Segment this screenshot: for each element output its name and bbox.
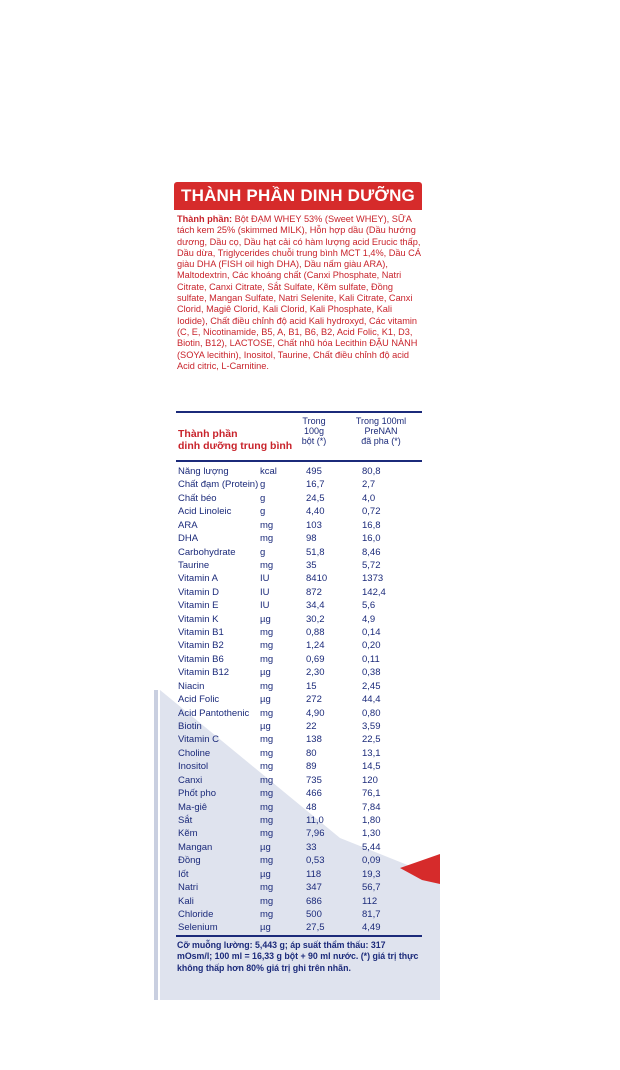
- value-per-100g: 2,30: [306, 667, 325, 679]
- value-per-100ml: 142,4: [362, 586, 386, 598]
- value-per-100g: 16,7: [306, 479, 325, 491]
- nutrient-name: Chất béo: [178, 492, 217, 504]
- nutrient-unit: g: [260, 492, 266, 504]
- table-row: [178, 827, 422, 840]
- nutrient-name: Choline: [178, 747, 211, 759]
- nutrient-unit: µg: [260, 721, 271, 733]
- value-per-100ml: 14,5: [362, 761, 381, 773]
- table-row: [178, 666, 422, 679]
- nutrient-name: Vitamin B12: [178, 667, 230, 679]
- nutrient-name: Sắt: [178, 814, 193, 826]
- value-per-100ml: 1373: [362, 573, 384, 585]
- nutrient-name: ARA: [178, 519, 198, 531]
- value-per-100ml: 4,49: [362, 922, 381, 934]
- nutrient-name: Ma-giê: [178, 801, 208, 813]
- nutrient-name: Taurine: [178, 559, 210, 571]
- nutrient-unit: mg: [260, 653, 274, 665]
- nutrient-unit: mg: [260, 680, 274, 692]
- value-per-100g: 48: [306, 801, 317, 813]
- value-per-100g: 0,69: [306, 653, 325, 665]
- table-row: [178, 572, 422, 585]
- header-main-line1: Thành phần: [178, 428, 238, 440]
- header-col2-line2: PreNAN: [364, 426, 398, 436]
- value-per-100ml: 0,20: [362, 640, 381, 652]
- value-per-100g: 0,88: [306, 627, 325, 639]
- value-per-100ml: 4,0: [362, 492, 376, 504]
- value-per-100g: 11,0: [306, 814, 324, 826]
- value-per-100ml: 1,80: [362, 814, 381, 826]
- table-row: [178, 921, 422, 934]
- nutrition-panel: [160, 178, 440, 1000]
- value-per-100g: 735: [306, 774, 322, 786]
- value-per-100g: 1,24: [306, 640, 325, 652]
- nutrient-unit: mg: [260, 559, 274, 571]
- table-row: [178, 599, 422, 612]
- panel-title: THÀNH PHẦN DINH DƯỠNG: [174, 182, 422, 210]
- value-per-100ml: 3,59: [362, 721, 381, 733]
- value-per-100g: 500: [306, 908, 322, 920]
- value-per-100g: 872: [306, 586, 322, 598]
- table-row: [178, 841, 422, 854]
- nutrient-unit: mg: [260, 533, 274, 545]
- nutrient-name: Natri: [178, 882, 199, 894]
- nutrient-unit: mg: [260, 640, 274, 652]
- value-per-100ml: 7,84: [362, 801, 381, 813]
- nutrient-unit: mg: [260, 801, 274, 813]
- nutrient-unit: mg: [260, 761, 274, 773]
- value-per-100ml: 0,72: [362, 506, 381, 518]
- value-per-100ml: 80,8: [362, 466, 381, 477]
- value-per-100g: 34,4: [306, 600, 325, 612]
- nutrient-unit: mg: [260, 814, 274, 826]
- nutrient-name: Vitamin A: [178, 573, 218, 585]
- nutrient-name: Vitamin E: [178, 600, 219, 612]
- value-per-100ml: 22,5: [362, 734, 381, 746]
- value-per-100g: 118: [306, 868, 322, 880]
- table-row: [178, 680, 422, 693]
- value-per-100ml: 16,8: [362, 519, 381, 531]
- value-per-100g: 138: [306, 734, 322, 746]
- nutrient-unit: µg: [260, 613, 271, 625]
- nutrient-name: Acid Folic: [178, 694, 220, 706]
- table-row: [178, 505, 422, 518]
- table-row: [178, 760, 422, 773]
- nutrient-unit: mg: [260, 788, 274, 800]
- value-per-100ml: 112: [362, 895, 378, 907]
- value-per-100g: 98: [306, 533, 317, 545]
- nutrient-name: Phốt pho: [178, 788, 217, 800]
- value-per-100g: 8410: [306, 573, 328, 585]
- table-row: [178, 492, 422, 505]
- value-per-100g: 466: [306, 788, 322, 800]
- value-per-100ml: 2,45: [362, 680, 381, 692]
- value-per-100ml: 2,7: [362, 479, 376, 491]
- nutrient-name: Niacin: [178, 680, 205, 692]
- value-per-100g: 4,90: [306, 707, 325, 719]
- nutrient-unit: mg: [260, 519, 274, 531]
- nutrient-unit: µg: [260, 841, 271, 853]
- value-per-100ml: 0,14: [362, 627, 381, 639]
- nutrient-unit: kcal: [260, 466, 277, 477]
- table-row: [178, 465, 422, 478]
- nutrient-unit: mg: [260, 908, 274, 920]
- nutrient-unit: µg: [260, 667, 271, 679]
- nutrient-unit: mg: [260, 707, 274, 719]
- nutrient-unit: IU: [260, 586, 270, 598]
- nutrient-name: Inositol: [178, 761, 209, 773]
- value-per-100ml: 44,4: [362, 694, 381, 706]
- value-per-100ml: 13,1: [362, 747, 381, 759]
- value-per-100g: 22: [306, 721, 317, 733]
- value-per-100ml: 4,9: [362, 613, 376, 625]
- nutrient-name: Năng lượng: [178, 466, 229, 477]
- header-col1-line1: Trong: [302, 416, 326, 426]
- nutrient-name: Kali: [178, 895, 194, 907]
- nutrient-unit: µg: [260, 868, 271, 880]
- nutrient-name: Acid Linoleic: [178, 506, 232, 518]
- ingredients-label: Thành phần:: [177, 214, 233, 224]
- nutrient-unit: mg: [260, 734, 274, 746]
- value-per-100ml: 0,11: [362, 653, 380, 665]
- table-row: [178, 881, 422, 894]
- value-per-100g: 15: [306, 680, 317, 692]
- package-edge: [154, 690, 158, 1000]
- value-per-100g: 495: [306, 466, 322, 477]
- value-per-100g: 27,5: [306, 922, 325, 934]
- value-per-100ml: 1,30: [362, 828, 381, 840]
- ingredients-text: Bột ĐẠM WHEY 53% (Sweet WHEY), SỮA tách kem 25% (skimmed MILK), Hỗn hợp dầu (Dầu hướng dương, Dầu cọ, Dầu hạt cải có hàm lượng acid Erucic thấp, Dầu dừa, Triglycerides chuỗi trung bình MCT 1,4%, Dầu CÁ giàu DHA (FISH oil high DHA), Dầu nấm giàu ARA), Maltodextrin, Các khoáng chất (Canxi Phosphate, Natri Citrate, Canxi Citrate, Sắt Sulfate, Kẽm sulfate, Đồng sulfate, Mangan Sulfate, Natri Selenite, Kali Citrate, Canxi Clorid, Magiê Clorid, Kali Clorid, Kali Phosphate, Kali Iodide), Chất điều chỉnh độ acid Kali hydroxyd, Các vitamin (C, E, Nicotinamide, B5, A, B1, B6, B2, Acid Folic, K1, D3, Biotin, B12), LACTOSE, Chất nhũ hóa Lecithin ĐẬU NÀNH (SOYA lecithin), Inositol, Taurine, Chất điều chỉnh độ acid Acid citric, L-Carnitine.: [177, 214, 421, 371]
- nutrient-unit: mg: [260, 882, 274, 894]
- value-per-100g: 686: [306, 895, 322, 907]
- nutrient-unit: mg: [260, 627, 274, 639]
- nutrient-unit: mg: [260, 747, 274, 759]
- nutrient-name: Vitamin K: [178, 613, 219, 625]
- footer-note: Cỡ muỗng lường: 5,443 g; áp suất thẩm thấu: 317 mOsm/l; 100 ml = 16,33 g bột + 90 ml nước. (*) giá trị thực không thấp hơn 80% giá trị ghi trên nhãn.: [177, 940, 419, 973]
- nutrient-name: Kẽm: [178, 828, 198, 840]
- value-per-100g: 33: [306, 841, 317, 853]
- nutrient-unit: µg: [260, 694, 271, 706]
- value-per-100ml: 8,46: [362, 546, 381, 558]
- nutrient-name: Vitamin D: [178, 586, 220, 598]
- table-row: [178, 707, 422, 720]
- value-per-100ml: 56,7: [362, 882, 381, 894]
- table-header-nutrients: [178, 428, 292, 452]
- table-row: [178, 546, 422, 559]
- table-row: [178, 693, 422, 706]
- divider-bottom: [176, 935, 422, 937]
- value-per-100ml: 0,80: [362, 707, 381, 719]
- nutrient-unit: g: [260, 506, 266, 518]
- table-row: [178, 774, 422, 787]
- nutrient-unit: IU: [260, 573, 270, 585]
- nutrient-name: DHA: [178, 533, 199, 545]
- nutrient-name: Acid Pantothenic: [178, 707, 250, 719]
- value-per-100g: 89: [306, 761, 317, 773]
- nutrient-unit: mg: [260, 774, 274, 786]
- nutrient-unit: g: [260, 546, 266, 558]
- value-per-100ml: 5,44: [362, 841, 381, 853]
- value-per-100ml: 120: [362, 774, 378, 786]
- table-row: [178, 653, 422, 666]
- table-row: [178, 478, 422, 491]
- table-row: [178, 613, 422, 626]
- nutrient-name: Vitamin B1: [178, 627, 224, 639]
- nutrient-name: Carbohydrate: [178, 546, 236, 558]
- value-per-100ml: 0,38: [362, 667, 381, 679]
- nutrient-name: Vitamin B6: [178, 653, 224, 665]
- nutrition-table: [178, 465, 422, 935]
- header-col1-line3: bột (*): [301, 436, 327, 446]
- value-per-100g: 30,2: [306, 613, 325, 625]
- divider-header: [176, 460, 422, 462]
- value-per-100ml: 5,72: [362, 559, 381, 571]
- nutrient-name: Selenium: [178, 922, 218, 934]
- value-per-100g: 272: [306, 694, 322, 706]
- table-header-per-100g: [294, 416, 334, 446]
- table-row: [178, 532, 422, 545]
- value-per-100g: 24,5: [306, 492, 325, 504]
- table-row: [178, 868, 422, 881]
- nutrient-name: Vitamin B2: [178, 640, 224, 652]
- ingredients-paragraph: [177, 214, 422, 372]
- nutrient-name: Mangan: [178, 841, 213, 853]
- table-row: [178, 908, 422, 921]
- nutrient-unit: mg: [260, 895, 274, 907]
- value-per-100g: 80: [306, 747, 317, 759]
- value-per-100ml: 81,7: [362, 908, 381, 920]
- value-per-100g: 35: [306, 559, 317, 571]
- nutrient-name: Canxi: [178, 774, 203, 786]
- value-per-100g: 7,96: [306, 828, 325, 840]
- table-row: [178, 787, 422, 800]
- table-row: [178, 720, 422, 733]
- header-col2-line1: Trong 100ml: [355, 416, 407, 426]
- nutrient-unit: IU: [260, 600, 270, 612]
- header-col2-line3: đã pha (*): [361, 436, 401, 446]
- nutrient-name: Chất đạm (Protein): [178, 479, 259, 491]
- table-row: [178, 747, 422, 760]
- nutrient-name: Biotin: [178, 721, 202, 733]
- value-per-100ml: 16,0: [362, 533, 381, 545]
- value-per-100g: 103: [306, 519, 322, 531]
- table-row: [178, 626, 422, 639]
- table-row: [178, 639, 422, 652]
- nutrient-unit: mg: [260, 828, 274, 840]
- value-per-100ml: 5,6: [362, 600, 376, 612]
- nutrient-name: Iốt: [178, 868, 189, 880]
- table-header-per-100ml: [350, 416, 412, 446]
- value-per-100g: 0,53: [306, 855, 325, 867]
- nutrient-name: Vitamin C: [178, 734, 220, 746]
- table-row: [178, 801, 422, 814]
- value-per-100g: 4,40: [306, 506, 325, 518]
- table-row: [178, 814, 422, 827]
- table-row: [178, 854, 422, 867]
- header-col1-line2: 100g: [303, 426, 325, 436]
- table-row: [178, 586, 422, 599]
- value-per-100ml: 76,1: [362, 788, 381, 800]
- value-per-100g: 347: [306, 882, 322, 894]
- divider-top: [176, 411, 422, 413]
- value-per-100g: 51,8: [306, 546, 325, 558]
- value-per-100ml: 19,3: [362, 868, 381, 880]
- table-row: [178, 519, 422, 532]
- table-row: [178, 895, 422, 908]
- nutrient-unit: µg: [260, 922, 271, 934]
- value-per-100ml: 0,09: [362, 855, 381, 867]
- nutrient-name: Chloride: [178, 908, 214, 920]
- table-row: [178, 733, 422, 746]
- nutrient-unit: mg: [260, 855, 274, 867]
- nutrient-unit: g: [260, 479, 266, 491]
- table-row: [178, 559, 422, 572]
- header-main-line2: dinh dưỡng trung bình: [178, 440, 293, 452]
- nutrient-name: Đồng: [178, 855, 201, 867]
